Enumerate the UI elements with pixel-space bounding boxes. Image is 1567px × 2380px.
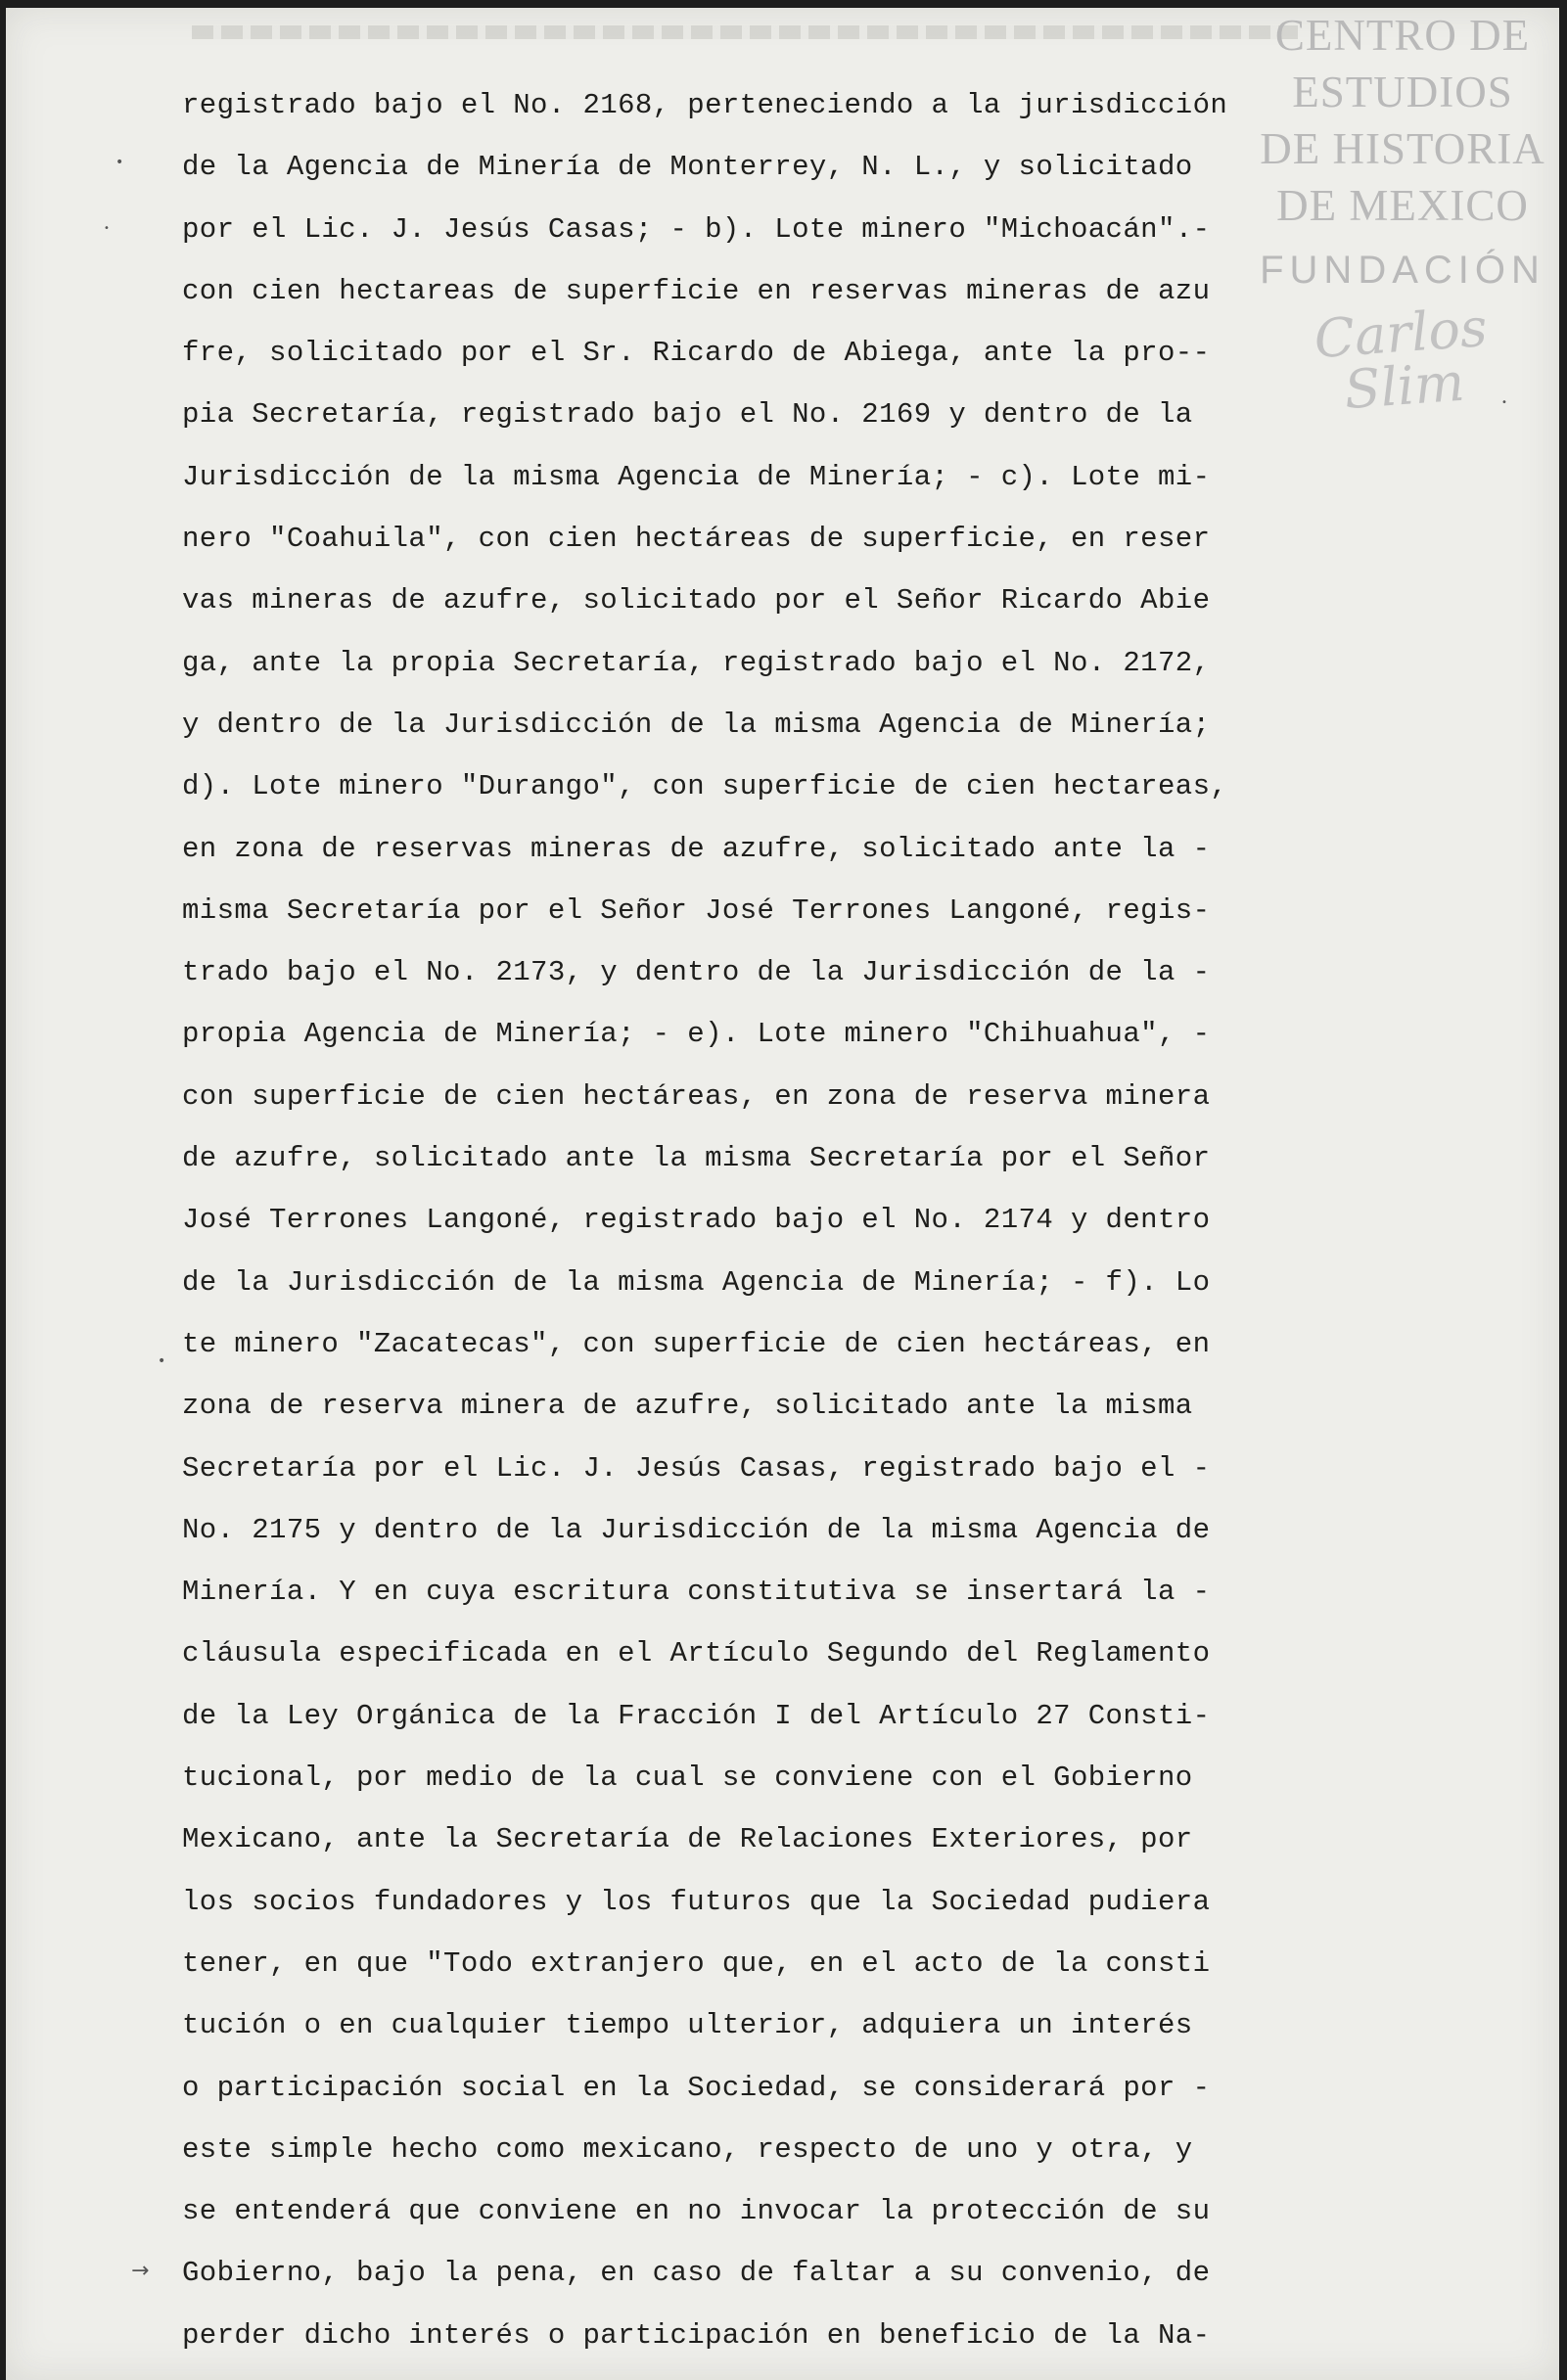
text-line: propia Agencia de Minería; - e). Lote minero "Chihuahua", - (182, 1018, 1211, 1051)
text-line: con cien hectareas de superficie en reservas mineras de azu (182, 274, 1211, 307)
watermark-line-4: DE MEXICO (1276, 181, 1529, 230)
ink-dot: • (1501, 397, 1507, 408)
text-line: José Terrones Langoné, registrado bajo el No. 2174 y dentro (182, 1204, 1211, 1237)
text-line: se entenderá que conviene en no invocar la protección de su (182, 2195, 1211, 2228)
text-line: trado bajo el No. 2173, y dentro de la Jurisdicción de la - (182, 956, 1211, 989)
text-line: de la Jurisdicción de la misma Agencia de Minería; - f). Lo (182, 1265, 1211, 1299)
text-line: fre, solicitado por el Sr. Ricardo de Abiega, ante la pro-- (182, 337, 1211, 370)
text-line: este simple hecho como mexicano, respecto de uno y otra, y (182, 2132, 1193, 2166)
document-page (6, 8, 1559, 2380)
margin-dash: → (131, 2259, 150, 2283)
watermark-signature: Carlos Slim (1312, 296, 1490, 422)
text-line: cláusula especificada en el Artículo Segundo del Reglamento (182, 1637, 1211, 1671)
text-line: de azufre, solicitado ante la misma Secretaría por el Señor (182, 1142, 1211, 1175)
ink-dot: • (104, 223, 110, 234)
text-line: y dentro de la Jurisdicción de la misma Agencia de Minería; (182, 708, 1211, 741)
text-line: nero "Coahuila", con cien hectáreas de superficie, en reser (182, 523, 1211, 556)
text-line: registrado bajo el No. 2168, perteneciendo a la jurisdicción (182, 89, 1228, 121)
text-line: por el Lic. J. Jesús Casas; - b). Lote minero "Michoacán".- (182, 212, 1211, 246)
text-line: Jurisdicción de la misma Agencia de Minería; - c). Lote mi- (182, 460, 1211, 493)
text-line: misma Secretaría por el Señor José Terrones Langoné, regis- (182, 893, 1211, 927)
text-line: de la Ley Orgánica de la Fracción I del Artículo 27 Consti- (182, 1699, 1211, 1732)
text-line: te minero "Zacatecas", con superficie de cien hectáreas, en (182, 1327, 1211, 1360)
ink-dot: • (115, 155, 124, 170)
watermark-fundacion: FUNDACIÓN (1260, 249, 1545, 292)
text-line: de la Agencia de Minería de Monterrey, N. L., y solicitado (182, 151, 1193, 184)
text-line: tución o en cualquier tiempo ulterior, adquiera un interés (182, 2009, 1193, 2042)
text-line: los socios fundadores y los futuros que la Sociedad pudiera (182, 1885, 1211, 1918)
text-line: tucional, por medio de la cual se conviene con el Gobierno (182, 1762, 1193, 1795)
text-line: o participación social en la Sociedad, se considerará por - (182, 2071, 1211, 2104)
text-line: pia Secretaría, registrado bajo el No. 2169 y dentro de la (182, 398, 1193, 432)
watermark-line-1: CENTRO DE (1274, 11, 1531, 60)
ink-dot: • (158, 1353, 166, 1369)
text-line: con superficie de cien hectáreas, en zona de reserva minera (182, 1079, 1211, 1113)
text-line: perder dicho interés o participación en beneficio de la Na- (182, 2318, 1211, 2352)
watermark-line-3: DE HISTORIA (1260, 124, 1545, 173)
text-line: d). Lote minero "Durango", con superficie de cien hectareas, (182, 770, 1228, 803)
typed-text-body (182, 74, 1317, 2366)
text-line: zona de reserva minera de azufre, solicitado ante la misma (182, 1390, 1193, 1423)
faded-header-text (192, 25, 1298, 39)
text-line: tener, en que "Todo extranjero que, en el acto de la consti (182, 1946, 1211, 1980)
text-line: ga, ante la propia Secretaría, registrado bajo el No. 2172, (182, 646, 1211, 679)
text-line: Mexicano, ante la Secretaría de Relaciones Exteriores, por (182, 1823, 1193, 1856)
text-line: No. 2175 y dentro de la Jurisdicción de la misma Agencia de (182, 1513, 1211, 1546)
text-line: en zona de reservas mineras de azufre, solicitado ante la - (182, 832, 1211, 865)
text-line: Secretaría por el Lic. J. Jesús Casas, registrado bajo el - (182, 1451, 1211, 1485)
text-line: Minería. Y en cuya escritura constitutiva se insertará la - (182, 1576, 1211, 1609)
text-line: vas mineras de azufre, solicitado por el Señor Ricardo Abie (182, 584, 1211, 618)
watermark-line-2: ESTUDIOS (1292, 68, 1513, 116)
text-line: Gobierno, bajo la pena, en caso de faltar a su convenio, de (182, 2257, 1211, 2290)
